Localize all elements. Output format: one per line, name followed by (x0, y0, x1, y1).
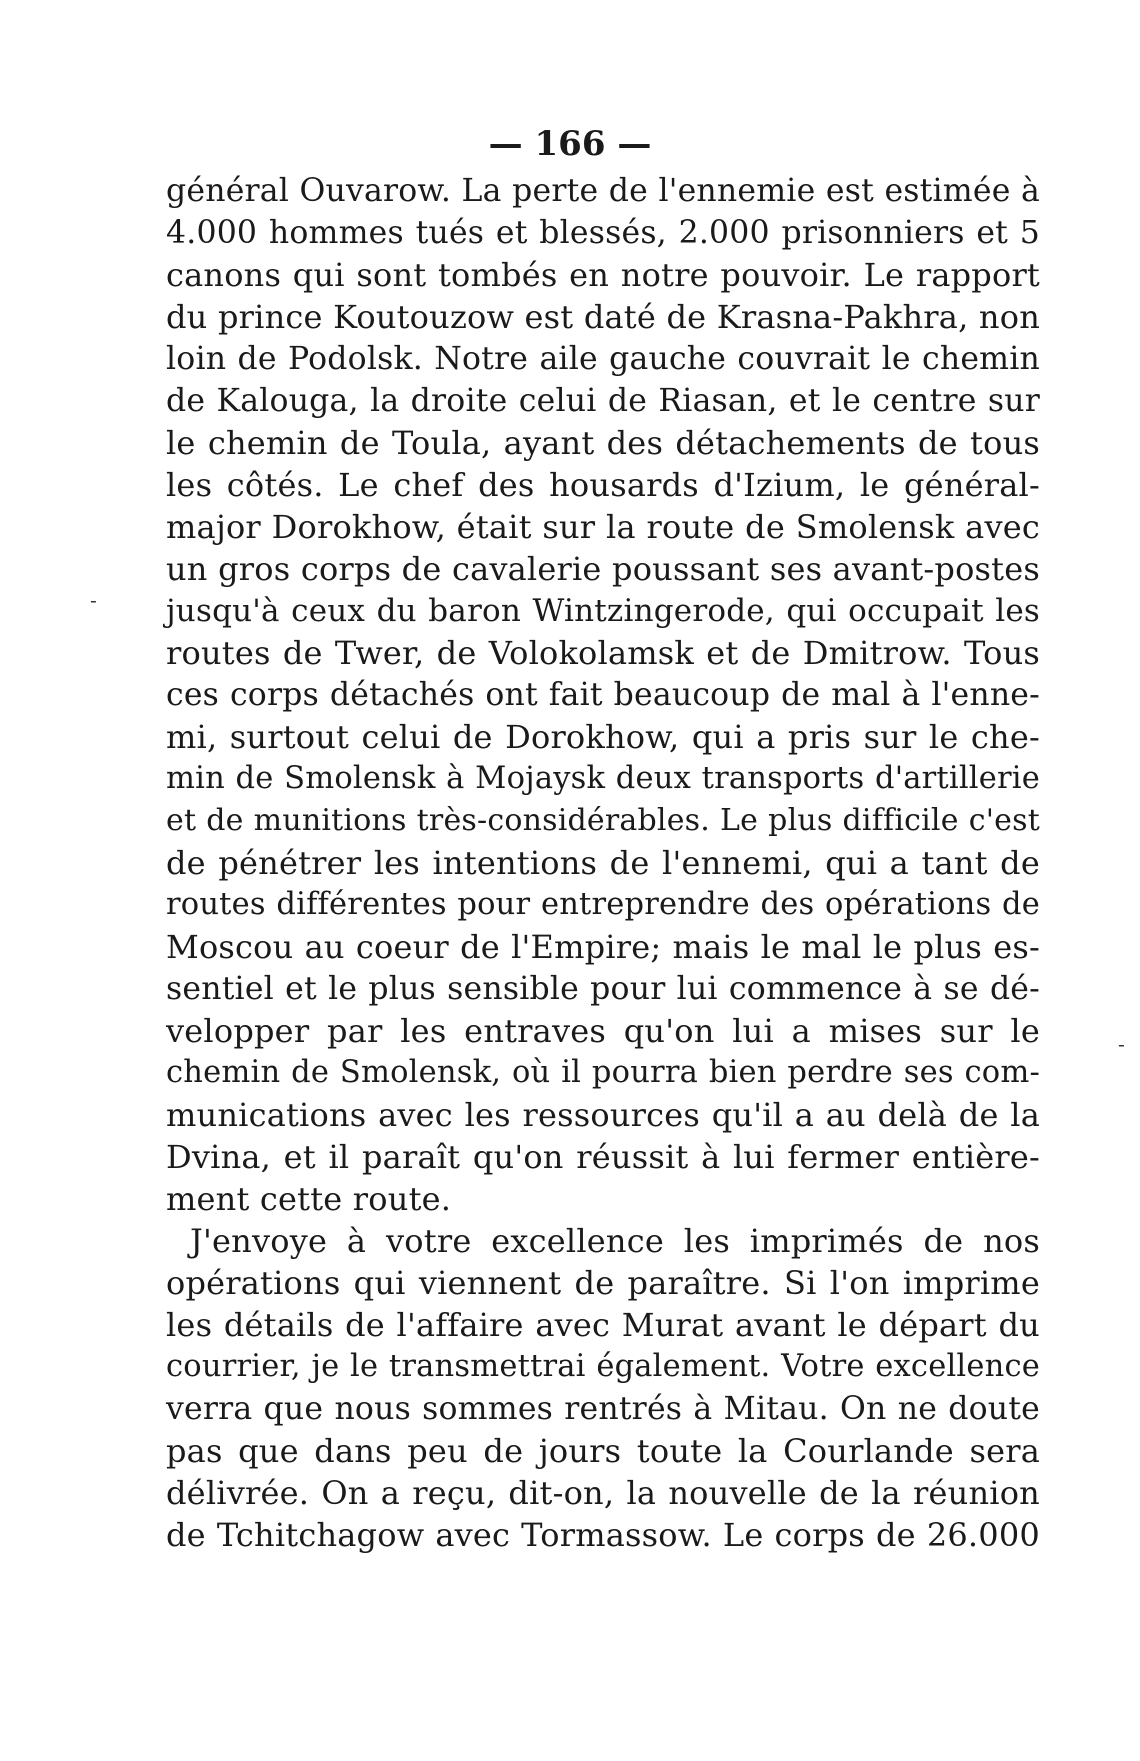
text-line: munications avec les ressources qu'il a au delà de la (166, 1096, 1040, 1134)
text-line: ment cette route. (166, 1180, 452, 1218)
text-line: général Ouvarow. La perte de l'ennemie est estimée à (166, 173, 1040, 209)
text-line: mi, surtout celui de Dorokhow, qui a pris sur le che- (166, 718, 1040, 756)
text-line: major Dorokhow, était sur la route de Smolensk avec (166, 508, 1040, 546)
text-line: Dvina, et il paraît qu'on réussit à lui fermer entière- (166, 1138, 1040, 1176)
text-line: pas que dans peu de jours toute la Courlande sera (166, 1432, 1040, 1470)
text-line: loin de Podolsk. Notre aile gauche couvrait le chemin (166, 341, 1040, 377)
text-line: du prince Koutouzow est daté de Krasna-Pakhra, non (166, 298, 1040, 336)
text-line: chemin de Smolensk, où il pourra bien perdre ses com- (166, 1055, 1040, 1090)
body-text (166, 170, 1040, 1556)
text-line: les détails de l'affaire avec Murat avant le départ du (166, 1306, 1040, 1344)
text-line: min de Smolensk à Mojaysk deux transports d'artillerie (166, 761, 1040, 796)
text-line: velopper par les entraves qu'on lui a mises sur le (166, 1012, 1040, 1050)
page-number: — 166 — (488, 124, 652, 164)
paragraph (166, 1220, 1040, 1556)
text-line: de Tchitchagow avec Tormassow. Le corps de 26.000 (166, 1516, 1040, 1554)
text-line: un gros corps de cavalerie poussant ses avant-postes (166, 550, 1040, 588)
text-line: de Kalouga, la droite celui de Riasan, et le centre sur (166, 383, 1040, 419)
text-line: et de munitions très-considérables. Le plus difficile c'est (166, 803, 1040, 838)
text-line: 4.000 hommes tués et blessés, 2.000 prisonniers et 5 (166, 215, 1040, 251)
text-line: les côtés. Le chef des housards d'Izium, le général- (166, 466, 1040, 504)
text-line: jusqu'à ceux du baron Wintzingerode, qui occupait les (166, 593, 1040, 629)
text-line: routes de Twer, de Volokolamsk et de Dmitrow. Tous (166, 634, 1040, 672)
text-line: canons qui sont tombés en notre pouvoir. Le rapport (166, 256, 1040, 294)
text-line: sentiel et le plus sensible pour lui commence à se dé- (166, 971, 1040, 1007)
text-line: courrier, je le transmettrai également. Votre excellence (166, 1349, 1040, 1384)
text-line: routes différentes pour entreprendre des opérations de (166, 887, 1040, 922)
margin-mark: - (1118, 1032, 1125, 1056)
text-line: verra que nous sommes rentrés à Mitau. On ne doute (166, 1391, 1040, 1427)
text-line: opérations qui viennent de paraître. Si l'on imprime (166, 1264, 1040, 1302)
paragraph (166, 170, 1040, 1220)
text-line: le chemin de Toula, ayant des détachements de tous (166, 424, 1040, 462)
text-line: Moscou au coeur de l'Empire; mais le mal le plus es- (166, 928, 1040, 966)
text-line: de pénétrer les intentions de l'ennemi, qui a tant de (166, 844, 1040, 882)
text-line: délivrée. On a reçu, dit-on, la nouvelle de la réunion (166, 1474, 1040, 1512)
text-line: ces corps détachés ont fait beaucoup de mal à l'enne- (166, 677, 1040, 713)
margin-mark: - (90, 588, 97, 612)
text-line: J'envoye à votre excellence les imprimés de nos (190, 1222, 1040, 1260)
